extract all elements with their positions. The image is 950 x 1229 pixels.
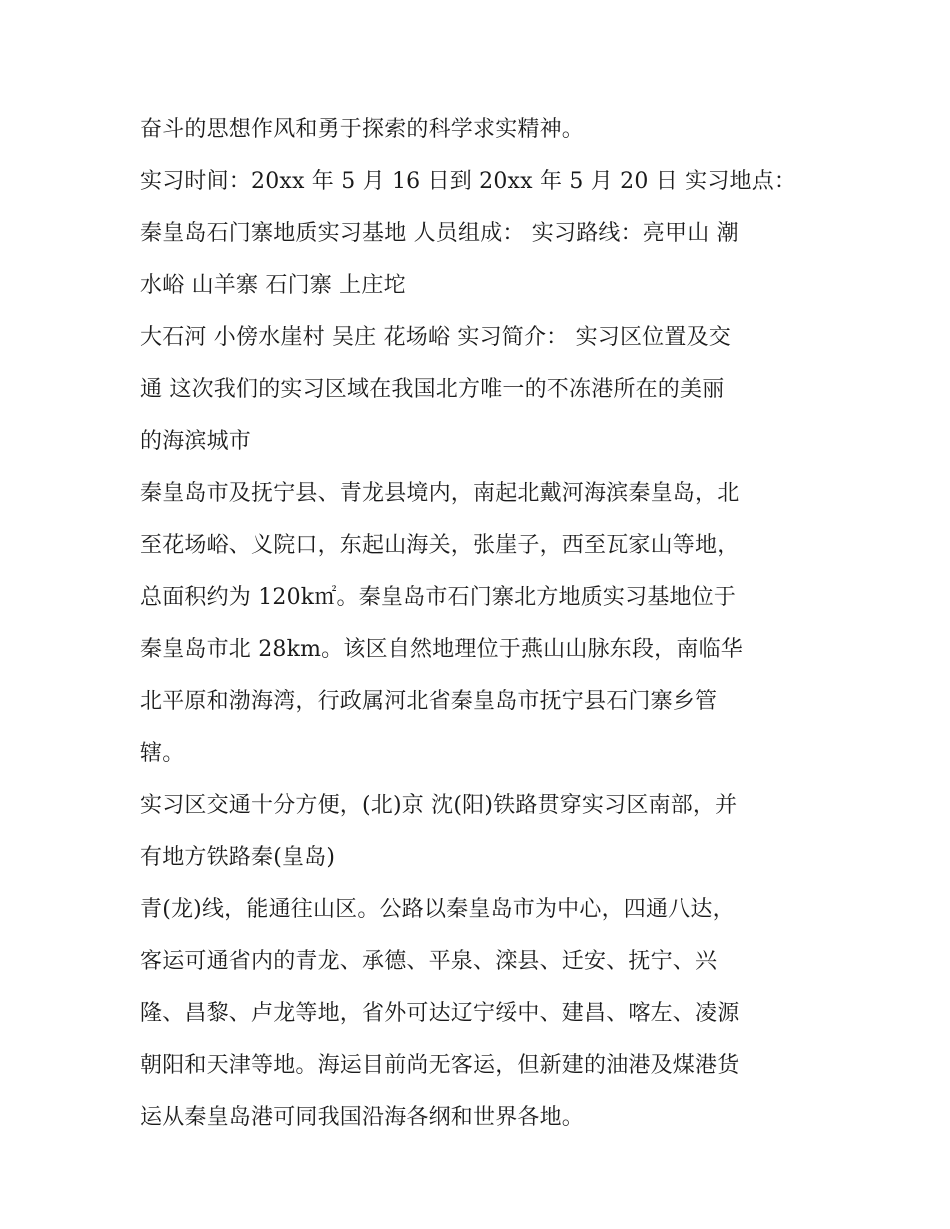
text-line: 秦皇岛市北 28km。该区自然地理位于燕山山脉东段，南临华 xyxy=(140,637,743,662)
document-page xyxy=(140,104,820,1144)
text-line: 朝阳和天津等地。海运目前尚无客运，但新建的油港及煤港货 xyxy=(140,1053,740,1078)
text-line: 秦皇岛石门寨地质实习基地 人员组成： 实习路线：亮甲山 潮 xyxy=(140,221,739,246)
text-line: 奋斗的思想作风和勇于探索的科学求实精神。 xyxy=(140,117,585,142)
text-line: 的海滨城市 xyxy=(140,429,252,454)
text-line: 通 这次我们的实习区域在我国北方唯一的不冻港所在的美丽 xyxy=(140,377,725,402)
text-line: 北平原和渤海湾，行政属河北省秦皇岛市抚宁县石门寨乡管 xyxy=(140,689,718,714)
text-line: 辖。 xyxy=(140,741,185,766)
text-line: 水峪 山羊寨 石门寨 上庄坨 xyxy=(140,273,406,298)
text-line: 隆、昌黎、卢龙等地，省外可达辽宁绥中、建昌、喀左、凌源 xyxy=(140,1001,740,1026)
text-line: 青(龙)线，能通往山区。公路以秦皇岛市为中心，四通八达， xyxy=(140,897,735,922)
text-line: 秦皇岛市及抚宁县、青龙县境内，南起北戴河海滨秦皇岛，北 xyxy=(140,481,740,506)
text-line: 实习时间：20xx 年 5 月 16 日到 20xx 年 5 月 20 日 实习地点： xyxy=(140,169,797,194)
text-line: 有地方铁路秦(皇岛) xyxy=(140,845,336,870)
text-line: 客运可通省内的青龙、承德、平泉、滦县、迁安、抚宁、兴 xyxy=(140,949,718,974)
text-line: 至花场峪、义院口，东起山海关，张崖子，西至瓦家山等地， xyxy=(140,533,740,558)
text-line: 运从秦皇岛港可同我国沿海各纲和世界各地。 xyxy=(140,1105,585,1130)
text-line: 实习区交通十分方便，(北)京 沈(阳)铁路贯穿实习区南部，并 xyxy=(140,793,738,818)
text-line: 总面积约为 120k㎡。秦皇岛市石门寨北方地质实习基地位于 xyxy=(140,585,737,610)
text-line: 大石河 小傍水崖村 吴庄 花场峪 实习简介： 实习区位置及交 xyxy=(140,325,731,350)
